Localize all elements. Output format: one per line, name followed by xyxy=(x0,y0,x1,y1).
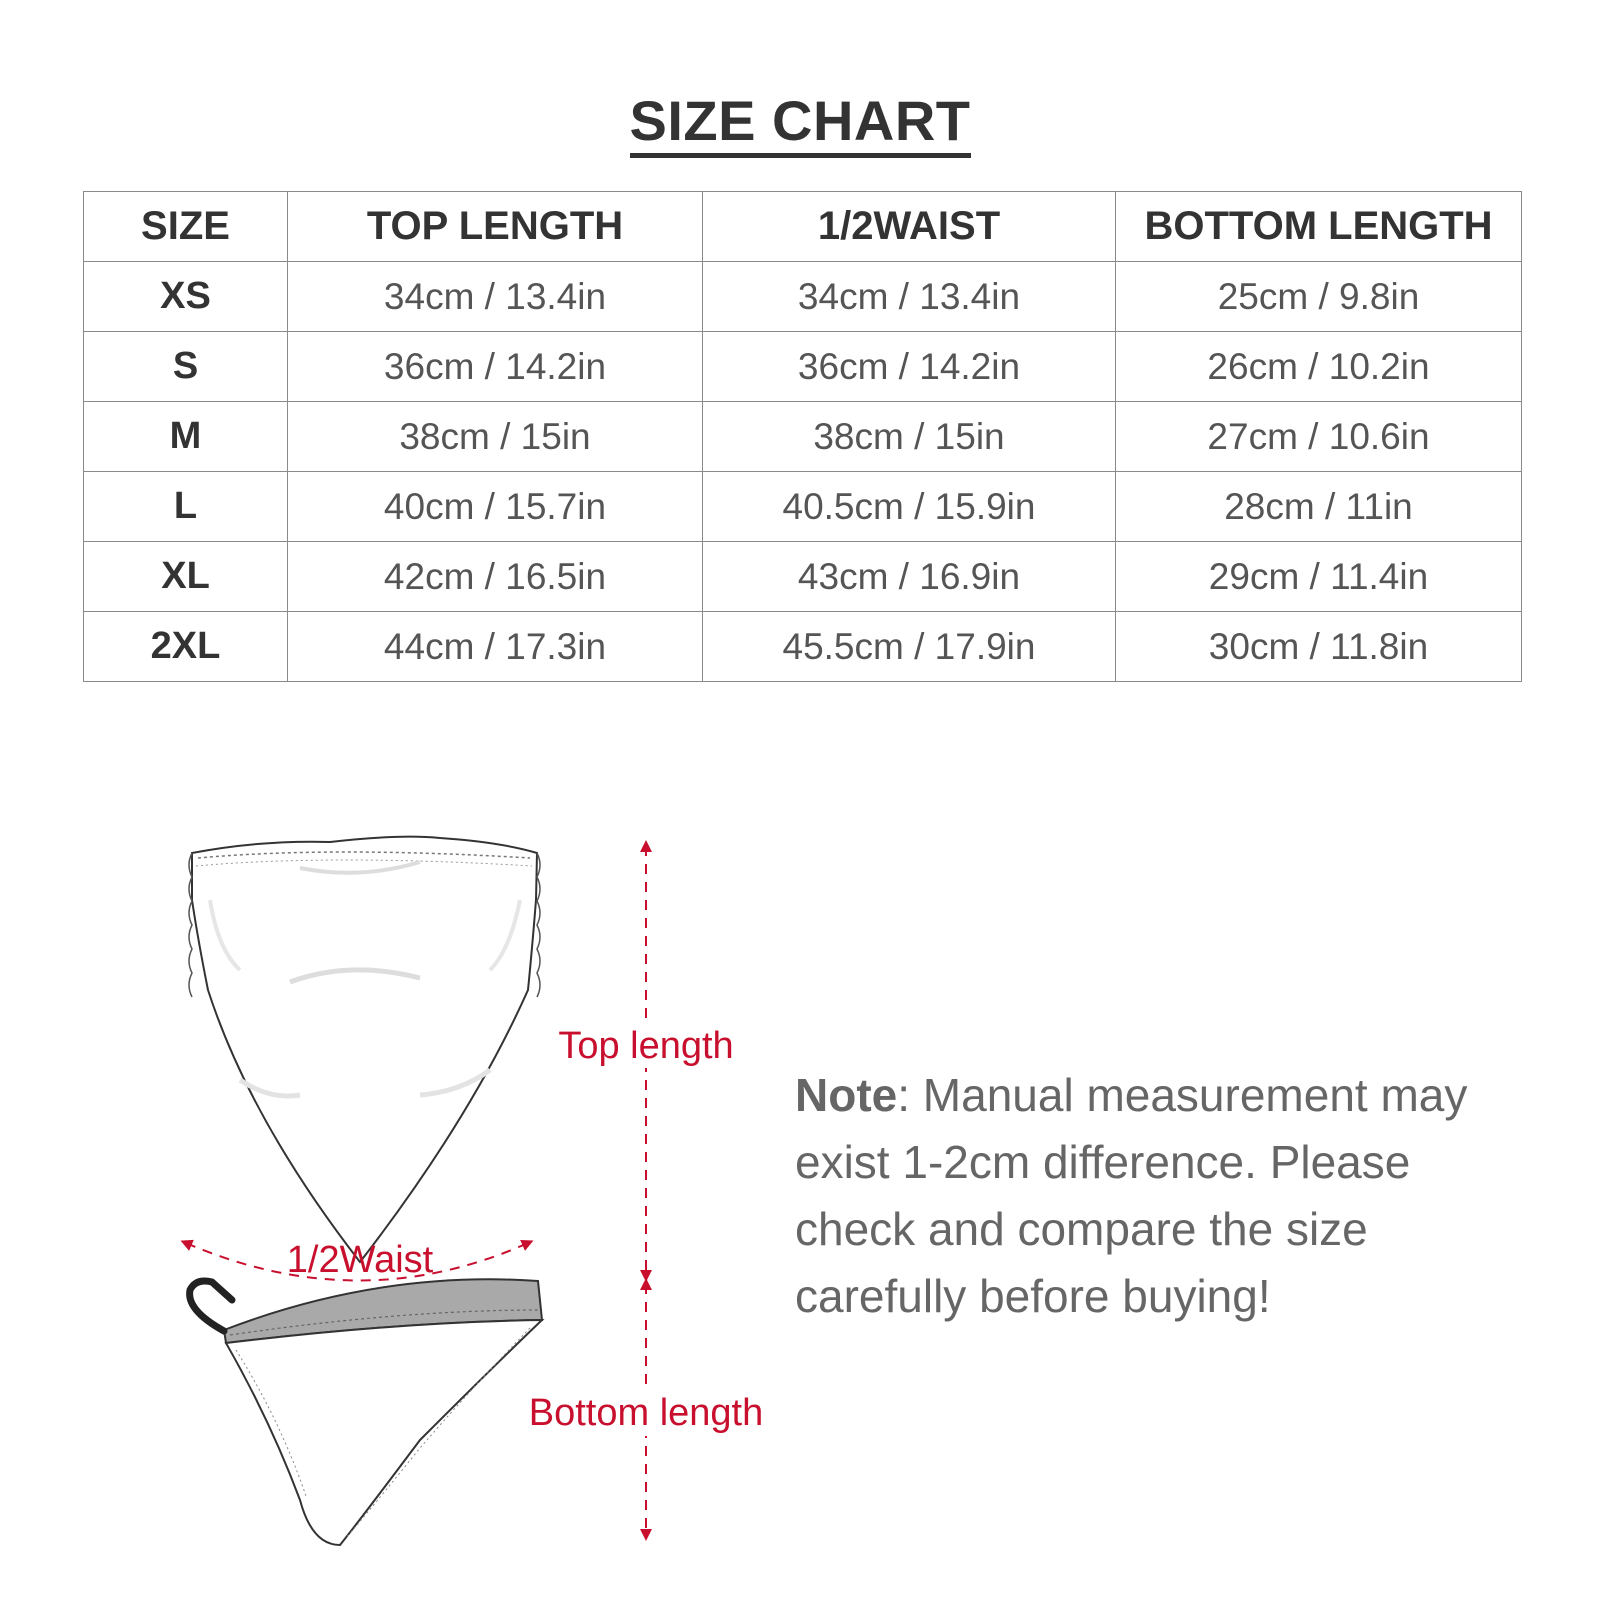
half-waist-label: 1/2Waist xyxy=(286,1239,434,1281)
half-waist-cell: 34cm / 13.4in xyxy=(703,262,1116,332)
size-cell: S xyxy=(84,332,288,402)
measurement-note xyxy=(795,1062,1535,1330)
note-label: Note xyxy=(795,1069,898,1121)
top-length-cell: 40cm / 15.7in xyxy=(288,472,703,542)
bottom-length-label: Bottom length xyxy=(528,1392,764,1434)
header-half-waist: 1/2WAIST xyxy=(703,192,1116,262)
bottom-length-cell: 29cm / 11.4in xyxy=(1116,542,1522,612)
size-cell: XL xyxy=(84,542,288,612)
half-waist-cell: 45.5cm / 17.9in xyxy=(703,612,1116,682)
bottom-length-cell: 26cm / 10.2in xyxy=(1116,332,1522,402)
header-bottom-length: BOTTOM LENGTH xyxy=(1116,192,1522,262)
half-waist-cell: 43cm / 16.9in xyxy=(703,542,1116,612)
top-length-cell: 34cm / 13.4in xyxy=(288,262,703,332)
header-top-length: TOP LENGTH xyxy=(288,192,703,262)
top-length-cell: 38cm / 15in xyxy=(288,402,703,472)
bottom-length-cell: 28cm / 11in xyxy=(1116,472,1522,542)
size-cell: M xyxy=(84,402,288,472)
note-text: : Manual measurement may exist 1-2cm difference. Please check and compare the size carefully before buying! xyxy=(795,1069,1468,1322)
half-waist-cell: 36cm / 14.2in xyxy=(703,332,1116,402)
size-cell: L xyxy=(84,472,288,542)
top-length-label: Top length xyxy=(558,1025,734,1067)
size-cell: 2XL xyxy=(84,612,288,682)
bottom-length-cell: 30cm / 11.8in xyxy=(1116,612,1522,682)
bikini-bottom-illustration xyxy=(190,1279,542,1545)
top-length-cell: 36cm / 14.2in xyxy=(288,332,703,402)
half-waist-cell: 38cm / 15in xyxy=(703,402,1116,472)
bottom-length-cell: 27cm / 10.6in xyxy=(1116,402,1522,472)
page-title: SIZE CHART xyxy=(0,88,1600,158)
bikini-top-illustration xyxy=(189,837,540,1262)
half-waist-cell: 40.5cm / 15.9in xyxy=(703,472,1116,542)
size-cell: XS xyxy=(84,262,288,332)
top-length-cell: 44cm / 17.3in xyxy=(288,612,703,682)
top-length-cell: 42cm / 16.5in xyxy=(288,542,703,612)
header-size: SIZE xyxy=(84,192,288,262)
bottom-length-cell: 25cm / 9.8in xyxy=(1116,262,1522,332)
